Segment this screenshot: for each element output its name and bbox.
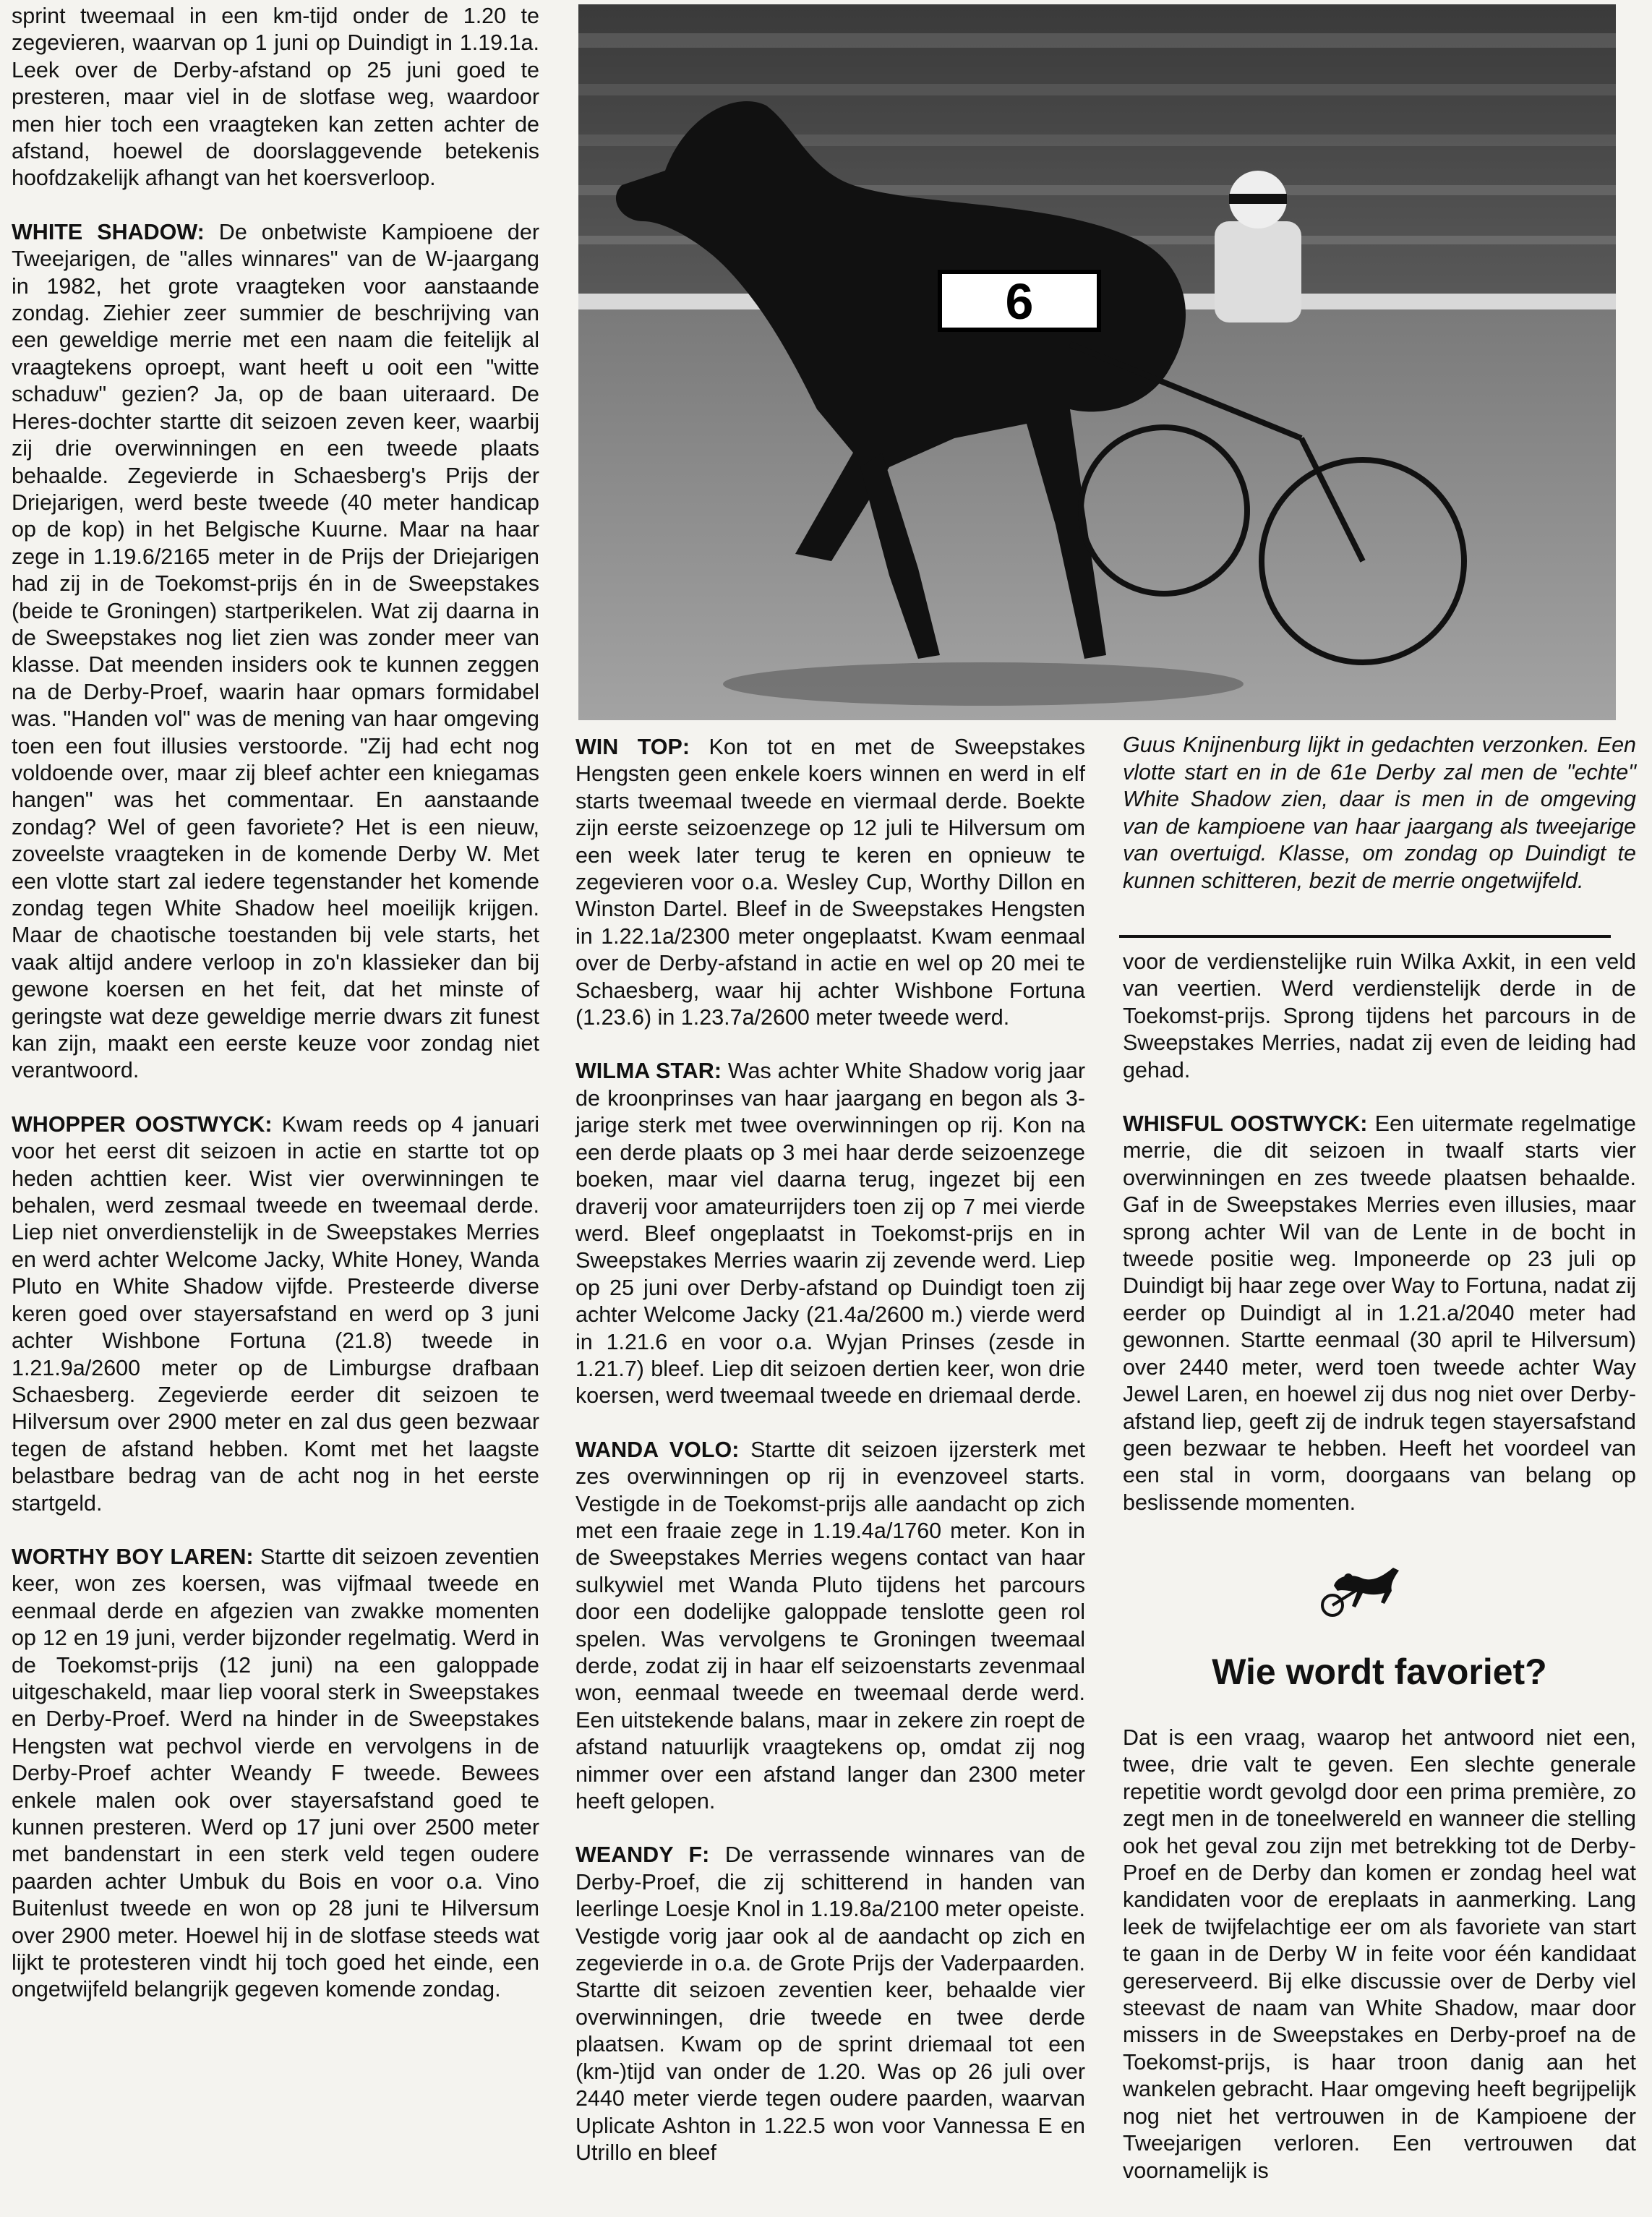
section-heading: Wie wordt favoriet? [1212,1652,1547,1692]
entry-name: WHITE SHADOW: [12,219,205,244]
trotter-logo-icon [1312,1560,1413,1622]
entry-white-shadow: WHITE SHADOW: De onbetwiste Kampioene der Tweejarigen, de "alles winnares" van de W-jaargang in 1982, het grote vraagteken voor aanstaande zondag. Ziehier zeer summier de beschrijving van een geweldige merrie met een naam die feitelijk al vraagtekens oproept, want heeft u ooit een "witte schaduw" gezien? Ja, op de baan uiteraard. De Heres-dochter startte dit seizoen zeven keer, waarbij zij drie overwinningen en een tweede plaats behaalde. Zegevierde in Schaesberg's Prijs der Driejarigen, werd beste tweede (40 meter handicap op de kop) in het Belgische Kuurne. Maar na haar zege in 1.19.6/2165 meter in de Prijs der Driejarigen had zij in de Toekomst-prijs én in de Sweepstakes (beide te Groningen) startperikelen. Wat zij daarna in de Sweepstakes nog liet zien was zonder meer van klasse. Dat meenden insiders ook te kunnen zeggen na de Derby-Proef, waarin haar opmars formidabel was. "Handen vol" was de mening van haar omgeving toen een fout illusies verstoorde. "Zij had echt nog voldoende over, maar zij bleef achter een kniegamas hangen" was het commentaar. En aanstaande zondag? Wel of geen favoriete? Het is een nieuw, zoveelste vraagteken in de komende Derby W. Met een vlotte start zal iedere tegenstander het komende zondag tegen White Shadow heel moeilijk krijgen. Maar de chaotische toestanden bij vele starts, het vaak altijd andere verloop in zo'n klassieker dan bij gewone koersen en het feit, dat het minste of geringste wat deze geweldige merrie dwars zit funest kan zijn, maakt een eerste keuze voor zondag niet verantwoord. [12,219,539,1083]
saddle-number: 6 [1005,273,1034,330]
entry-name: WEANDY F: [575,1842,710,1868]
entry-wilma-star: WILMA STAR: Was achter White Shadow vorig jaar de kroonprinses van haar jaargang en begon als 3-jarige sterk met twee overwinningen op rij. Kon na een derde plaats op 3 mei haar derde seizoenzege boeken, maar viel daarna terug, ingezet bij een draverij voor amateurrijders toen zij op 7 mei vierde werd. Bleef ongeplaatst in Toekomst-prijs en in Sweepstakes Merries waarin zij zevende werd. Liep op 25 juni over Derby-afstand op Duindigt toen zij achter Welcome Jacky (21.4a/2600 m.) vierde werd in 1.21.6 en voor o.a. Wyjan Prinses (zesde in 1.21.7) bleef. Liep dit seizoen dertien keer, won drie koersen, werd tweemaal tweede en driemaal derde. [575,1059,1085,1409]
entry-whopper-oostwyck: WHOPPER OOSTWYCK: Kwam reeds op 4 januari voor het eerst dit seizoen in actie en startte tot op heden achttien keer. Wist vier overwinningen te behalen, werd zesmaal tweede en tweemaal derde. Liep niet onverdienstelijk in de Sweepstakes Merries en werd achter Welcome Jacky, White Honey, Wanda Pluto en White Shadow vijfde. Presteerde diverse keren goed over stayersafstand en werd op 3 juni achter Wishbone Fortuna (21.8) tweede in 1.21.9a/2600 meter op de Limburgse drafbaan Schaesberg. Zegevierde eerder dit seizoen te Hilversum over 2900 meter en zal dus geen bezwaar tegen de afstand hebben. Komt met het laagste belastbare bedrag van de acht nog in het eerste startgeld. [12,1111,539,1516]
entry-wanda-volo: WANDA VOLO: Startte dit seizoen ijzersterk met zes overwinningen op rij in evenzoveel starts. Vestigde in de Toekomst-prijs alle aandacht op zich met een fraaie zege in 1.19.4a/1760 meter. Kon in de Sweepstakes Merries wegens contact van haar sulkywiel met Wanda Pluto tijdens het parcours door een dodelijke galoppade tenslotte geen rol spelen. Was vervolgens te Groningen tweemaal derde, zodat zij in haar elf seizoenstarts zevenmaal won, eenmaal tweede en tweemaal derde werd. Een uitstekende balans, maar in zekere zin roept de afstand natuurlijk vraagtekens op, omdat zij nog nimmer over een afstand langer dan 2300 meter heeft gelopen. [575,1437,1085,1814]
photo-caption: Guus Knijnenburg lijkt in gedachten verzonken. Een vlotte start en in de 61e Derby zal men de "echte" White Shadow zien, daar is men in de omgeving van de kampioene van haar jaargang als tweejarige van overtuigd. Klasse, om zondag op Duindigt te kunnen schitteren, bezit de merrie ongetwijfeld. [1123,732,1636,893]
entry-name: WILMA STAR: [575,1059,722,1084]
column-3 [1123,949,1636,1516]
column-2 [575,734,1085,2166]
entry-weandy-f: WEANDY F: De verrassende winnares van de Derby-Proef, die zij schitterend in handen van leerlinge Loesje Knol in 1.19.8a/2100 meter opeiste. Vestigde vorig jaar ook al de aandacht op zich en zegevierde in o.a. de Grote Prijs der Vaderpaarden. Startte dit seizoen zeventien keer, behaalde vier overwinningen, drie tweede en twee derde plaatsen. Kwam op de sprint driemaal tot een (km-)tijd van onder de 1.20. Was op 26 juli over 2440 meter vierde tegen oudere paarden, waarvan Uplicate Ashton in 1.22.5 won voor Vannessa E en Utrillo en bleef [575,1842,1085,2165]
column-4 [1123,1725,1636,2184]
entry-name: WHISFUL OOSTWYCK: [1123,1111,1368,1137]
column-1 [12,3,539,2004]
trotter-sulky-illustration [578,4,1616,720]
entry-name: WORTHY BOY LAREN: [12,1544,254,1569]
entry-win-top: WIN TOP: Kon tot en met de Sweepstakes Hengsten geen enkele koers winnen en werd in elf starts tweemaal tweede en viermaal derde. Boekte zijn eerste seizoenzege op 12 juli te Hilversum om een week later terug te keren en opnieuw te zegevieren voor o.a. Wesley Cup, Worthy Dillon en Winston Dartel. Bleef in de Sweepstakes Hengsten in 1.22.1a/2300 meter ongeplaatst. Kwam eenmaal over de Derby-afstand in actie en wel op 20 mei te Schaesberg, waar hij achter Wishbone Fortuna (1.23.6) in 1.23.7a/2600 meter tweede werd. [575,735,1085,1030]
entry-name: WHOPPER OOSTWYCK: [12,1111,273,1137]
entry-whisful-oostwyck: WHISFUL OOSTWYCK: Een uitermate regelmatige merrie, die dit seizoen in twaalf starts vier overwinningen en zes tweede plaatsen behaalde. Gaf in de Sweepstakes Merries even illusies, maar sprong achter Wil van de Lente in de bocht in tweede positie weg. Imponeerde op 23 juli op Duindigt bij haar zege over Way to Fortuna, nadat zij eerder op Duindigt al in 1.21.a/2040 meter had gewonnen. Startte eenmaal (30 april te Hilversum) over 2440 meter, werd toen tweede achter Way Jewel Laren, en hoewel zij dus nog niet over Derby-afstand liep, geeft zij de indruk tegen stayersafstand geen bezwaar te hebben. Heeft het voordeel van een stal in vorm, doorgaans van belang op beslissende momenten. [1123,1111,1636,1515]
paragraph-intro: sprint tweemaal in een km-tijd onder de 1.20 te zegevieren, waarvan op 1 juni op Duindigt in 1.19.1a. Leek over de Derby-afstand op 25 juni goed te presteren, maar viel in de slotfase weg, waardoor men hier toch een vraagteken kan zetten achter de afstand, hoewel de doorslaggevende betekenis hoofdzakelijk afhangt van het koersverloop. [12,4,539,191]
harness-racing-photo [578,4,1616,720]
paragraph-continued: voor de verdienstelijke ruin Wilka Axkit, in een veld van veertien. Werd verdienstelijk derde in de Toekomst-prijs. Sprong tijdens het parcours in de Sweepstakes Merries, nadat zij even de leiding had gehad. [1123,949,1636,1082]
entry-name: WANDA VOLO: [575,1437,740,1462]
entry-name: WIN TOP: [575,735,690,759]
divider [1119,935,1611,938]
paragraph-favoriet: Dat is een vraag, waarop het antwoord niet een, twee, drie valt te geven. Een slechte generale repetitie wordt gevolgd door een prima première, zo zegt men in de toneelwereld en wanneer die stelling ook het geval zou zijn met betrekking tot de Derby-Proef en de Derby dan komen er zondag heel wat kandidaten voor de ereplaats in aanmerking. Lang leek de twijfelachtige eer om als favoriete van start te gaan in de Derby W in feite voor één kandidaat gereserveerd. Bij elke discussie over de Derby viel steevast de naam van White Shadow, maar door missers in de Sweepstakes en Derby-proef na de Toekomst-prijs, is haar troon danig aan het wankelen gebracht. Haar omgeving heeft begrijpelijk nog niet het vertrouwen in de Kampioene der Tweejarigen verloren. Een vertrouwen dat voornamelijk is [1123,1725,1636,2183]
entry-worthy-boy-laren: WORTHY BOY LAREN: Startte dit seizoen zeventien keer, won zes koersen, was vijfmaal tweede en eenmaal derde en afgezien van zwakke momenten op 12 en 19 juni, verder bijzonder regelmatig. Werd in de Toekomst-prijs (12 juni) na een galoppade uitgeschakeld, maar liep vooral sterk in Sweepstakes en Derby-Proef. Werd na hinder in de Sweepstakes Hengsten wat pechvol vierde en vervolgens in de Derby-Proef achter Weandy F tweede. Bewees enkele malen ook over stayersafstand goed te kunnen presteren. Werd op 17 juni over 2500 meter met bandenstart in een sterk veld tegen oudere paarden achter Umbuk du Bois en voor o.a. Vino Buitenlust tweede en won op 28 juni te Hilversum over 2900 meter. Hoewel hij in de slotfase steeds wat lijkt te protesteren vindt hij toch goed het einde, een ongetwijfeld belangrijk gegeven komende zondag. [12,1544,539,2002]
